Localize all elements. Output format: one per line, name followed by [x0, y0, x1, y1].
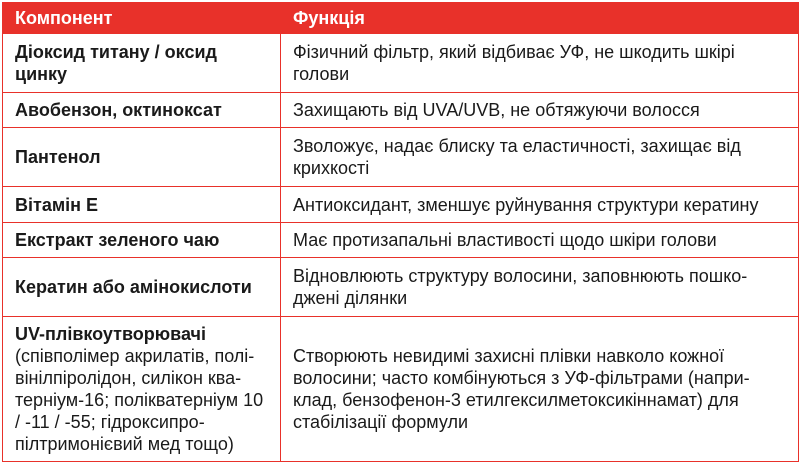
header-function: Функція: [281, 3, 799, 34]
table-row: [3, 187, 799, 223]
component-name: UV-плівкоутворювачі: [15, 324, 206, 344]
header-component: Компонент: [3, 3, 281, 34]
table-row: [3, 34, 799, 93]
table-row: [3, 317, 799, 462]
component-cell: Екстракт зеленого чаю: [3, 223, 281, 258]
function-cell: Фізичний фільтр, який відбиває УФ, не шкодить шкірі голови: [281, 34, 799, 93]
table-row: [3, 223, 799, 258]
component-cell: Пантенол: [3, 128, 281, 187]
function-cell: Створюють невидимі захисні плівки навколо кожної волосини; часто комбінуються з УФ-фільтрами (напри-клад, бензофенон-3 етилгексилметоксикіннамат) для стабілізації формули: [281, 317, 799, 462]
ingredients-table: [2, 2, 799, 462]
function-cell: Зволожує, надає блиску та еластичності, захищає від крихкості: [281, 128, 799, 187]
function-cell: Захищають від UVA/UVB, не обтяжуючи волосся: [281, 93, 799, 128]
table-header-row: [3, 3, 799, 34]
component-cell: [3, 317, 281, 462]
function-cell: Антиоксидант, зменшує руйнування структури кератину: [281, 187, 799, 223]
component-note: (співполімер акрилатів, полі-вінілпіролідон, силікон ква-терніум-16; полікватерніум 10 / -11 / -55; гідроксипро-пілтримонієвий мед тощо): [15, 346, 264, 454]
function-cell: Відновлюють структуру волосини, заповнюють пошко-джені ділянки: [281, 258, 799, 317]
table-row: [3, 258, 799, 317]
function-cell: Має протизапальні властивості щодо шкіри голови: [281, 223, 799, 258]
component-cell: Авобензон, октиноксат: [3, 93, 281, 128]
component-cell: Вітамін Е: [3, 187, 281, 223]
component-cell: Кератин або амінокислоти: [3, 258, 281, 317]
component-cell: Діоксид титану / оксид цинку: [3, 34, 281, 93]
table-row: [3, 93, 799, 128]
table-row: [3, 128, 799, 187]
